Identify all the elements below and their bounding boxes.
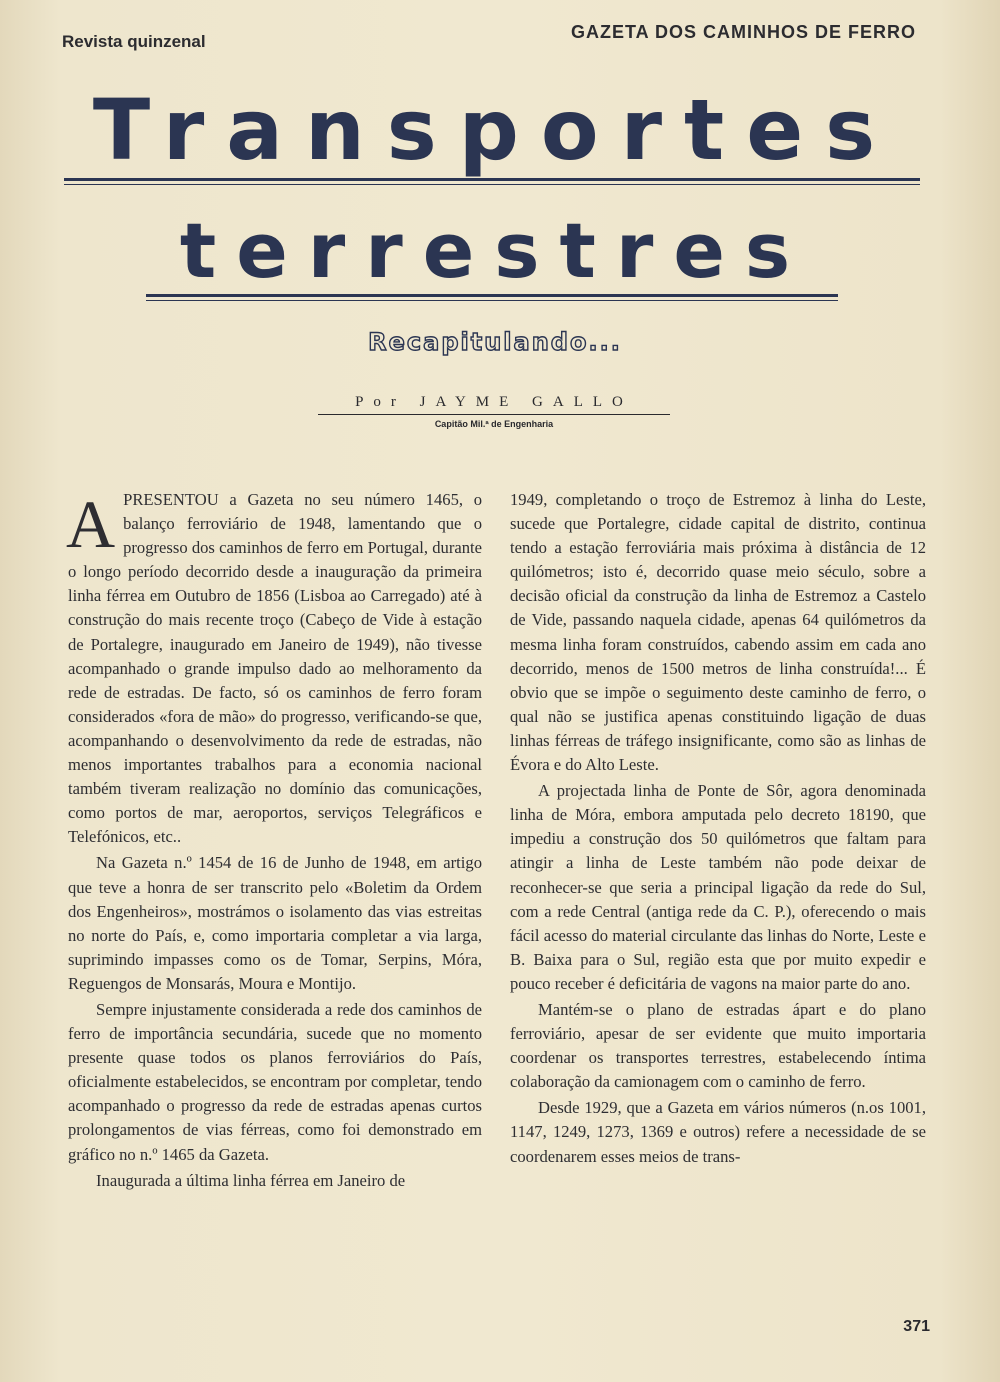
- paragraph: Mantém-se o plano de estradas ápart e do plano ferroviário, apesar de ser evidente que muito importaria coordenar os transportes terrestres, estabelecendo íntima colaboração da camionagem com o caminho de ferro.: [510, 999, 926, 1092]
- title-rule-bottom: [146, 294, 838, 297]
- title-line-2: terrestres: [179, 206, 811, 295]
- subtitle: Recapitulando...: [368, 328, 622, 356]
- byline-rule: [318, 414, 670, 415]
- left-column: [68, 488, 482, 1195]
- paragraph: Na Gazeta n.º 1454 de 16 de Junho de 1948, em artigo que teve a honra de ser transcrito pelo «Boletim da Ordem dos Engenheiros», mostrámos o isolamento das vias estreitas no norte do País, e, como importaria completar a via larga, suprimindo impasses como os de Tomar, Serpins, Móra, Reguengos de Monsarás, Moura e Montijo.: [68, 853, 482, 993]
- paragraph: 1949, completando o troço de Estremoz à linha do Leste, sucede que Portalegre, cidade capital de distrito, continua tendo a estação ferroviária mais próxima à distância de 12 quilómetros; isto é, decorrido quase meio século, sobre a decisão oficial da construção da linha de Estremoz a Castelo de Vide, passando naquela cidade, apenas 64 quilómetros da mesma linha foram construídos, cabendo assim em cada ano decorrido, menos de 1500 metros de linha construída!... É obvio que se impõe o seguimento deste caminho de ferro, o qual não se justifica apenas constituindo ligação de duas linhas férreas de tráfego insignificante, como são as linhas de Évora e do Alto Leste.: [510, 490, 926, 775]
- byline-rank: Capitão Mil.ª de Engenharia: [434, 419, 554, 429]
- paragraph: Desde 1929, que a Gazeta em vários números (n.os 1001, 1147, 1249, 1273, 1369 e outros) refere a necessidade de se coordenarem esses meios de trans-: [510, 1098, 926, 1166]
- title-rule-top-thin: [64, 184, 920, 185]
- page-number: 371: [903, 1318, 930, 1335]
- header-left: Revista quinzenal: [62, 32, 206, 51]
- byline-author: Por JAYME GALLO: [355, 394, 633, 410]
- title-rule-bottom-thin: [146, 300, 838, 301]
- paragraph: Sempre injustamente considerada a rede dos caminhos de ferro de importância secundária, sucede que no momento presente quase todos os planos ferroviários do País, oficialmente estabelecidos, se encontram por completar, tendo acompanhado o progresso da rede de estradas apenas curtos prolongamentos de vias férreas, como foi demonstrado em gráfico no n.º 1465 da Gazeta.: [68, 999, 482, 1164]
- paragraph: [68, 488, 482, 849]
- drop-cap: A: [66, 486, 116, 562]
- title-rule-top: [64, 178, 920, 181]
- header-right: GAZETA DOS CAMINHOS DE FERRO: [570, 22, 916, 42]
- title-line-1: Transportes: [92, 81, 898, 179]
- paragraph: A projectada linha de Ponte de Sôr, agora denominada linha de Móra, embora amputada pelo decreto 18190, que impediu a construção dos 50 quilómetros que faltam para atingir a linha de Leste também não pode deixar de reconhecer-se que seria a principal ligação da rede do Sul, com a rede Central (antiga rede da C. P.), oferecendo o mais fácil acesso do material circulante das linhas do Norte, Leste e B. Baixa para o Sul, região esta que por muito expedir e pouco receber é deficitária de vagons na maior parte do ano.: [510, 781, 926, 993]
- paragraph: Inaugurada a última linha férrea em Janeiro de: [96, 1170, 406, 1190]
- paragraph-text: PRESENTOU a Gazeta no seu número 1465, o balanço ferroviário de 1948, lamentando que o progresso dos caminhos de ferro em Portugal, durante o longo período decorrido desde a inauguração da primeira linha férrea em Outubro de 1856 (Lisboa ao Carregado) até à construção do mais recente troço (Cabeço de Vide à estação de Portalegre, inaugurado em Janeiro de 1949), não tivesse acompanhado o grande impulso dado ao melhoramento da rede de estradas. De facto, só os caminhos de ferro foram considerados «fora de mão» do progresso, verificando-se que, acompanhando o desenvolvimento da rede de estradas, não menos importantes trabalhos para a economia nacional também tiveram realização no domínio das comunicações, como portos de mar, aeroportos, serviços Telegráficos e Telefónicos, etc..: [68, 490, 482, 847]
- right-column: [510, 488, 926, 1171]
